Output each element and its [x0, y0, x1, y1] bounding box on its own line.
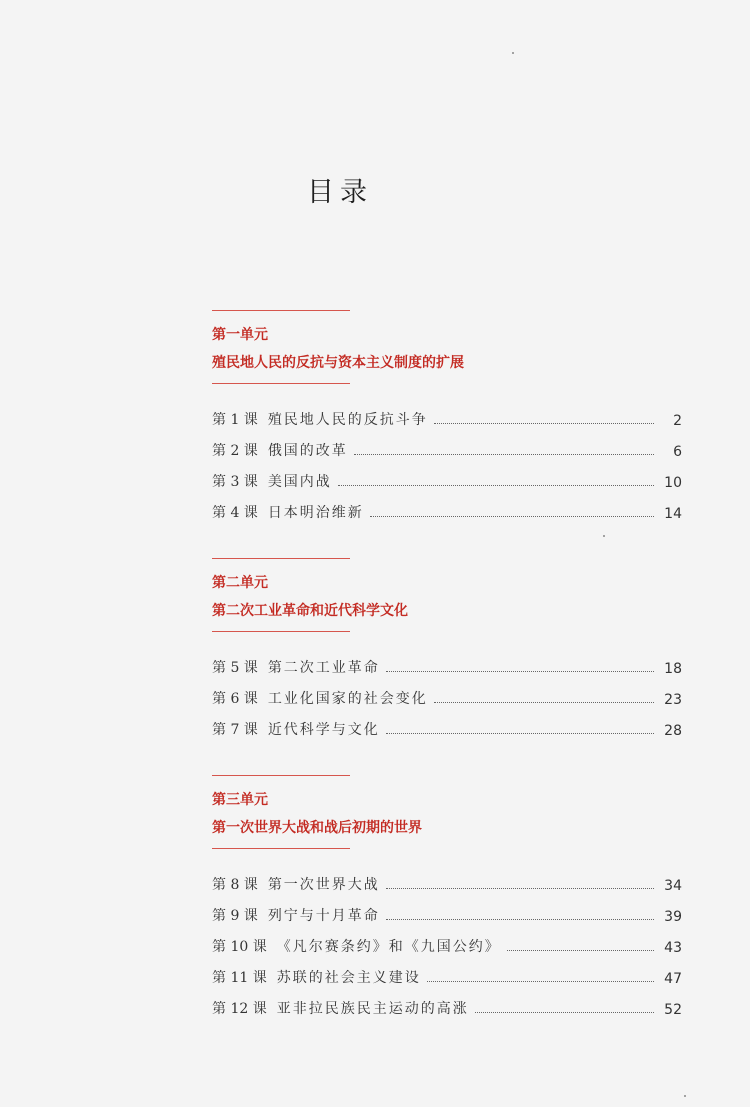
page-number: 23: [664, 692, 682, 708]
lesson-number: 第 1 课: [212, 412, 258, 428]
lesson-number: 第 7 课: [212, 722, 258, 738]
unit-label: 第三单元: [212, 792, 268, 808]
lesson-number: 第 8 课: [212, 877, 258, 893]
lesson-row[interactable]: [212, 708, 682, 739]
unit-title: 第一次世界大战和战后初期的世界: [212, 820, 422, 836]
lesson-row[interactable]: [212, 956, 682, 987]
page-number: 47: [664, 971, 682, 987]
lesson-list: [212, 863, 682, 1018]
leader-dots: [386, 918, 654, 920]
unit-2: [212, 558, 682, 739]
page-number: 52: [664, 1002, 682, 1018]
lesson-number: 第 6 课: [212, 691, 258, 707]
lesson-title: 亚非拉民族民主运动的高涨: [276, 1001, 469, 1017]
lesson-title: 第二次工业革命: [267, 660, 380, 676]
lesson-number: 第 10 课: [212, 939, 267, 955]
page-number: 43: [664, 940, 682, 956]
leader-dots: [427, 980, 654, 982]
lesson-title: 苏联的社会主义建设: [276, 970, 421, 986]
lesson-number: 第 11 课: [212, 970, 267, 986]
unit-title: 第二次工业革命和近代科学文化: [212, 603, 408, 619]
lesson-number: 第 4 课: [212, 505, 258, 521]
lesson-title: 俄国的改革: [267, 443, 348, 459]
page-number: 18: [664, 661, 682, 677]
unit-divider: [212, 310, 350, 311]
lesson-row[interactable]: [212, 894, 682, 925]
unit-divider: [212, 631, 350, 632]
lesson-number: 第 12 课: [212, 1001, 267, 1017]
lesson-number: 第 9 课: [212, 908, 258, 924]
leader-dots: [434, 422, 654, 424]
unit-title: 殖民地人民的反抗与资本主义制度的扩展: [212, 355, 464, 371]
lesson-title: 殖民地人民的反抗斗争: [267, 412, 428, 428]
page-number: 34: [664, 878, 682, 894]
lesson-list: [212, 398, 682, 522]
unit-divider: [212, 848, 350, 849]
leader-dots: [475, 1011, 654, 1013]
lesson-row[interactable]: [212, 429, 682, 460]
paper-speck: [512, 52, 514, 54]
page-number: 14: [664, 506, 682, 522]
unit-label: 第二单元: [212, 575, 268, 591]
lesson-number: 第 2 课: [212, 443, 258, 459]
leader-dots: [338, 484, 654, 486]
page-number: 39: [664, 909, 682, 925]
unit-3: [212, 775, 682, 1018]
lesson-row[interactable]: [212, 987, 682, 1018]
lesson-title: 列宁与十月革命: [267, 908, 380, 924]
unit-divider: [212, 775, 350, 776]
paper-speck: [603, 535, 605, 537]
lesson-row[interactable]: [212, 460, 682, 491]
lesson-number: 第 3 课: [212, 474, 258, 490]
lesson-row[interactable]: [212, 491, 682, 522]
lesson-number: 第 5 课: [212, 660, 258, 676]
lesson-title: 日本明治维新: [267, 505, 364, 521]
lesson-title: 《凡尔赛条约》和《九国公约》: [276, 939, 501, 955]
lesson-row[interactable]: [212, 863, 682, 894]
leader-dots: [507, 949, 654, 951]
leader-dots: [386, 732, 654, 734]
lesson-title: 工业化国家的社会变化: [267, 691, 428, 707]
lesson-title: 第一次世界大战: [267, 877, 380, 893]
page-title: 目录: [307, 177, 373, 208]
leader-dots: [354, 453, 654, 455]
leader-dots: [434, 701, 654, 703]
page-number: 10: [664, 475, 682, 491]
unit-label: 第一单元: [212, 327, 268, 343]
lesson-row[interactable]: [212, 925, 682, 956]
unit-divider: [212, 383, 350, 384]
lesson-row[interactable]: [212, 677, 682, 708]
lesson-title: 近代科学与文化: [267, 722, 380, 738]
lesson-row[interactable]: [212, 398, 682, 429]
unit-divider: [212, 558, 350, 559]
page-number: 28: [664, 723, 682, 739]
leader-dots: [386, 887, 654, 889]
paper-speck: [684, 1095, 686, 1097]
page-number: 2: [673, 413, 682, 429]
unit-1: [212, 310, 682, 522]
lesson-title: 美国内战: [267, 474, 332, 490]
lesson-list: [212, 646, 682, 739]
lesson-row[interactable]: [212, 646, 682, 677]
page-number: 6: [673, 444, 682, 460]
leader-dots: [386, 670, 654, 672]
leader-dots: [370, 515, 654, 517]
